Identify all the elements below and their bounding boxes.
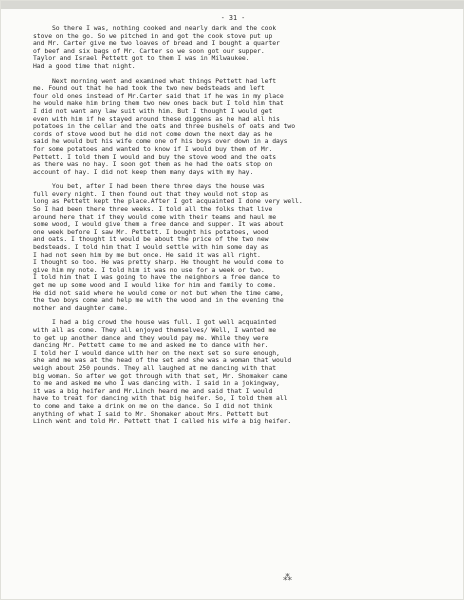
text-line: I told him that I was going to have the neighbors a free dance to — [33, 274, 280, 282]
text-line: give him my note. I told him it was no use for a week or two. — [33, 266, 265, 274]
text-line: You bet, after I had been there three days the house was — [33, 183, 265, 191]
text-line: I did not want any law suit with him. But I thought I would get — [33, 107, 273, 115]
text-line: even with him if he stayed around these diggens as he had all his — [33, 115, 280, 123]
text-line: He did not said where he would come or not but when the time came, — [33, 289, 284, 297]
paragraph — [33, 319, 453, 425]
text-line: one week before I saw Mr. Pettett. I bought his potatoes, wood — [33, 228, 269, 236]
text-line: she and me was at the head of the set and she was a woman that would — [33, 357, 292, 365]
text-line: said he would but his wife come one of his boys over down in a days — [33, 138, 288, 146]
text-line: with all as come. They all enjoyed themselves/ Well, I wanted me — [33, 326, 277, 334]
text-line: to me and asked me who I was dancing with. I said in a jokingway, — [33, 380, 280, 388]
document-body — [33, 25, 453, 433]
text-line: bedsteads. I told him that I would settle with him some day as — [33, 244, 269, 252]
paragraph — [33, 25, 453, 71]
text-line: dancing Mr. Pettett came to me and asked me to dance with her. — [33, 342, 269, 350]
text-line: So there I was, nothing cooked and nearly dark and the cook — [33, 25, 277, 32]
text-line: I told her I would dance with her on the next set so sure enough, — [33, 349, 280, 357]
page-number: - 31 - — [220, 14, 246, 22]
text-line: Linch went and told Mr. Pettett that I called his wife a big heifer. — [33, 418, 292, 426]
text-line: for some potatoes and wanted to know if I would buy them of Mr. — [33, 145, 273, 153]
text-line: Next morning went and examined what things Pettett had left — [33, 77, 277, 85]
text-line: of beef and six bags of Mr. Carter so we soon got our supper. — [33, 47, 265, 55]
text-line: weigh about 250 pounds. They all laughed at me dancing with that — [33, 364, 277, 372]
text-line: anything of what I said to Mr. Shomaker about Mrs. Pettett but — [33, 410, 269, 418]
text-line: to come and take a drink on me on the dance. So I did not think — [33, 402, 273, 410]
text-line: account of hay. I did not keep them many days with my hay. — [33, 168, 254, 176]
text-line: I thought so too. He was pretty sharp. He thought he would come to — [33, 259, 284, 267]
text-line: Pettett. I told them I would and buy the stove wood and the oats — [33, 153, 277, 161]
text-line: some wood, I would give them a free dance and supper. It was about — [33, 221, 284, 229]
text-line: full every night. I then found out that they would not stop as — [33, 190, 269, 198]
text-line: long as Pettett kept the place.After I got acquainted I done very well. — [33, 198, 303, 206]
text-line: I had not seen him by me but once. He said it was all right. — [33, 251, 261, 259]
text-line: he would make him bring them two new ones back but I told him that — [33, 100, 284, 108]
text-line: potatoes in the cellar and the oats and three bushels of oats and two — [33, 123, 296, 131]
text-line: four old ones instead of Mr.Carter said that if he was in my place — [33, 92, 284, 100]
paragraph — [33, 183, 453, 312]
text-line: around here that if they would come with their teams and haul me — [33, 213, 277, 221]
text-line: So I had been there three weeks. I told all the folks that live — [33, 206, 273, 214]
text-line: mother and daughter came. — [33, 304, 128, 312]
text-line: big woman. So after we got through with that set, Mr. Shomaker came — [33, 372, 288, 380]
text-line: the two boys come and help me with the wood and in the evening the — [33, 297, 284, 305]
text-line: me. Found out that he had took the two new bedsteads and left — [33, 85, 265, 93]
text-line: and oats. I thought it would be about the price of the two new — [33, 236, 269, 244]
paragraph — [33, 78, 453, 177]
text-line: I had a big crowd the house was full. I got well acquainted — [33, 319, 277, 327]
text-line: as there was no hay. I soon got them as he had the oats stop on — [33, 161, 273, 169]
text-line: have to treat for dancing with that big heifer. So, I told them all — [33, 395, 288, 403]
text-line: Taylor and Israel Pettett got to them I was in Milwaukee. — [33, 55, 250, 63]
text-line: Had a good time that night. — [33, 62, 136, 70]
ink-mark: ⁂ — [283, 573, 292, 583]
scan-edge — [1, 1, 464, 9]
text-line: get me up some wood and I would like for him and family to come. — [33, 282, 277, 289]
text-line: cords of stove wood but he did not come down the next day as he — [33, 130, 273, 138]
text-line: to get up another dance and they would pay me. While they were — [33, 334, 269, 342]
text-line: stove on the go. So we pitched in and got the cook stove put up — [33, 32, 273, 40]
text-line: it was a big heifer and Mr.Linch heard me and said that I would — [33, 387, 273, 395]
text-line: and Mr. Carter give me two loaves of bread and I bought a quarter — [33, 40, 280, 48]
